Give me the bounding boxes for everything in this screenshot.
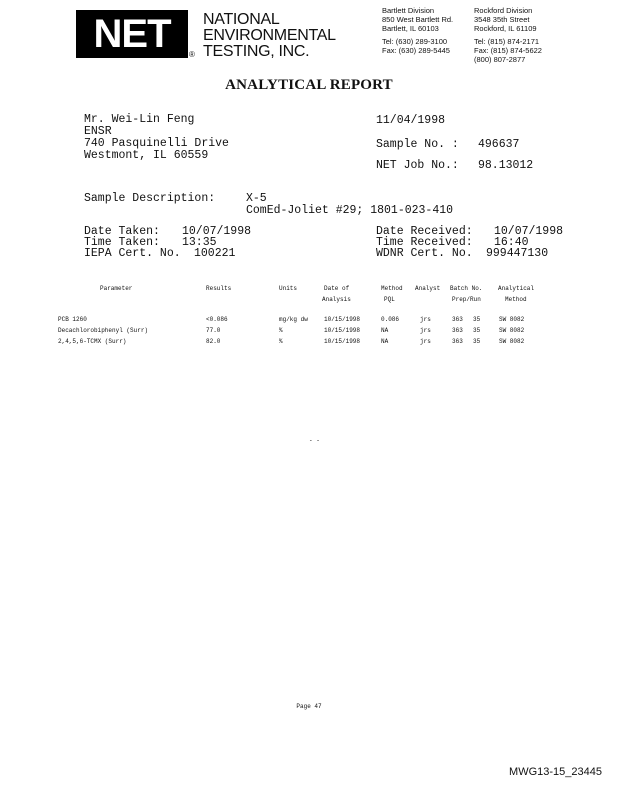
row-method: SW 8082	[499, 327, 525, 334]
header-batch-no: Batch No.	[450, 285, 483, 292]
row-parameter: 2,4,5,6-TCMX (Surr)	[58, 338, 127, 345]
header-pql: PQL	[384, 296, 395, 303]
recipient-company: ENSR	[84, 125, 112, 138]
row-method: SW 8082	[499, 316, 525, 323]
registered-mark: ®	[189, 50, 195, 59]
rockford-division-block	[474, 6, 542, 64]
bartlett-address-2: Bartlett, IL 60103	[382, 24, 439, 33]
row-units: %	[279, 338, 283, 345]
row-run: 35	[473, 338, 481, 345]
time-taken-value: 13:35	[182, 236, 217, 249]
time-received-value: 16:40	[494, 236, 529, 249]
row-result: <0.086	[206, 316, 228, 323]
row-units: mg/kg dw	[279, 316, 308, 323]
bartlett-fax: Fax: (630) 289-5445	[382, 46, 450, 55]
company-name-line-3: TESTING, INC.	[203, 43, 310, 60]
header-results: Results	[206, 285, 232, 292]
header-parameter: Parameter	[100, 285, 133, 292]
iepa-cert-label: IEPA Cert. No.	[84, 247, 181, 260]
row-prep: 363	[452, 316, 463, 323]
time-received-label: Time Received:	[376, 236, 473, 249]
bartlett-address-1: 850 West Bartlett Rd.	[382, 15, 454, 24]
sample-description-line-1: X-5	[246, 192, 267, 205]
rockford-division-name: Rockford Division	[474, 6, 533, 15]
header-units: Units	[279, 285, 298, 292]
header-analytical: Analytical	[498, 285, 535, 292]
company-name-line-1: NATIONAL	[203, 11, 280, 28]
row-pql: NA	[381, 327, 389, 334]
sample-no-value: 496637	[478, 138, 520, 151]
net-logo: NET	[93, 12, 171, 56]
row-prep: 363	[452, 338, 463, 345]
time-taken-label: Time Taken:	[84, 236, 160, 249]
company-name-line-2: ENVIRONMENTAL	[203, 27, 336, 44]
iepa-cert-value: 100221	[194, 247, 236, 260]
sample-description-label: Sample Description:	[84, 192, 216, 205]
rockford-toll-free: (800) 807-2877	[474, 55, 526, 64]
header-analysis: Analysis	[322, 296, 351, 303]
row-parameter: Decachlorobiphenyl (Surr)	[58, 327, 149, 334]
row-parameter: PCB 1260	[58, 316, 87, 323]
scan-speck: - -	[309, 437, 320, 444]
document-id: MWG13-15_23445	[509, 766, 602, 778]
row-date: 10/15/1998	[324, 338, 361, 345]
row-date: 10/15/1998	[324, 327, 361, 334]
recipient-city: Westmont, IL 60559	[84, 149, 209, 162]
row-method: SW 8082	[499, 338, 525, 345]
date-taken-value: 10/07/1998	[182, 225, 252, 238]
sample-no-label: Sample No. :	[376, 138, 459, 151]
header-analytical-method: Method	[505, 296, 527, 303]
report-title: ANALYTICAL REPORT	[225, 77, 393, 93]
header-analyst: Analyst	[415, 285, 441, 292]
row-result: 82.0	[206, 338, 221, 345]
recipient-street: 740 Pasquinelli Drive	[84, 137, 229, 150]
row-analyst: jrs	[420, 327, 431, 334]
row-prep: 363	[452, 327, 463, 334]
wdnr-cert-value: 999447130	[486, 247, 549, 260]
job-no-label: NET Job No.:	[376, 159, 459, 172]
date-taken-label: Date Taken:	[84, 225, 160, 238]
rockford-address-1: 3548 35th Street	[474, 15, 530, 24]
wdnr-cert-label: WDNR Cert. No.	[376, 247, 473, 260]
header-prep-run: Prep/Run	[452, 296, 481, 303]
row-analyst: jrs	[420, 338, 431, 345]
page-number: Page 47	[296, 703, 322, 710]
header-date-of: Date of	[324, 285, 350, 292]
date-received-value: 10/07/1998	[494, 225, 564, 238]
recipient-name: Mr. Wei-Lin Feng	[84, 113, 195, 126]
bartlett-tel: Tel: (630) 289-3100	[382, 37, 448, 46]
header-method: Method	[381, 285, 403, 292]
rockford-fax: Fax: (815) 874-5622	[474, 46, 542, 55]
report-date: 11/04/1998	[376, 114, 446, 127]
row-pql: 0.086	[381, 316, 400, 323]
bartlett-division-name: Bartlett Division	[382, 6, 435, 15]
bartlett-division-block	[382, 6, 453, 55]
rockford-address-2: Rockford, IL 61109	[474, 24, 537, 33]
row-result: 77.0	[206, 327, 221, 334]
row-run: 35	[473, 327, 481, 334]
row-analyst: jrs	[420, 316, 431, 323]
row-date: 10/15/1998	[324, 316, 361, 323]
row-run: 35	[473, 316, 481, 323]
job-no-value: 98.13012	[478, 159, 534, 172]
row-pql: NA	[381, 338, 389, 345]
sample-description-line-2: ComEd-Joliet #29; 1801-023-410	[246, 204, 454, 217]
rockford-tel: Tel: (815) 874-2171	[474, 37, 540, 46]
row-units: %	[279, 327, 283, 334]
date-received-label: Date Received:	[376, 225, 473, 238]
